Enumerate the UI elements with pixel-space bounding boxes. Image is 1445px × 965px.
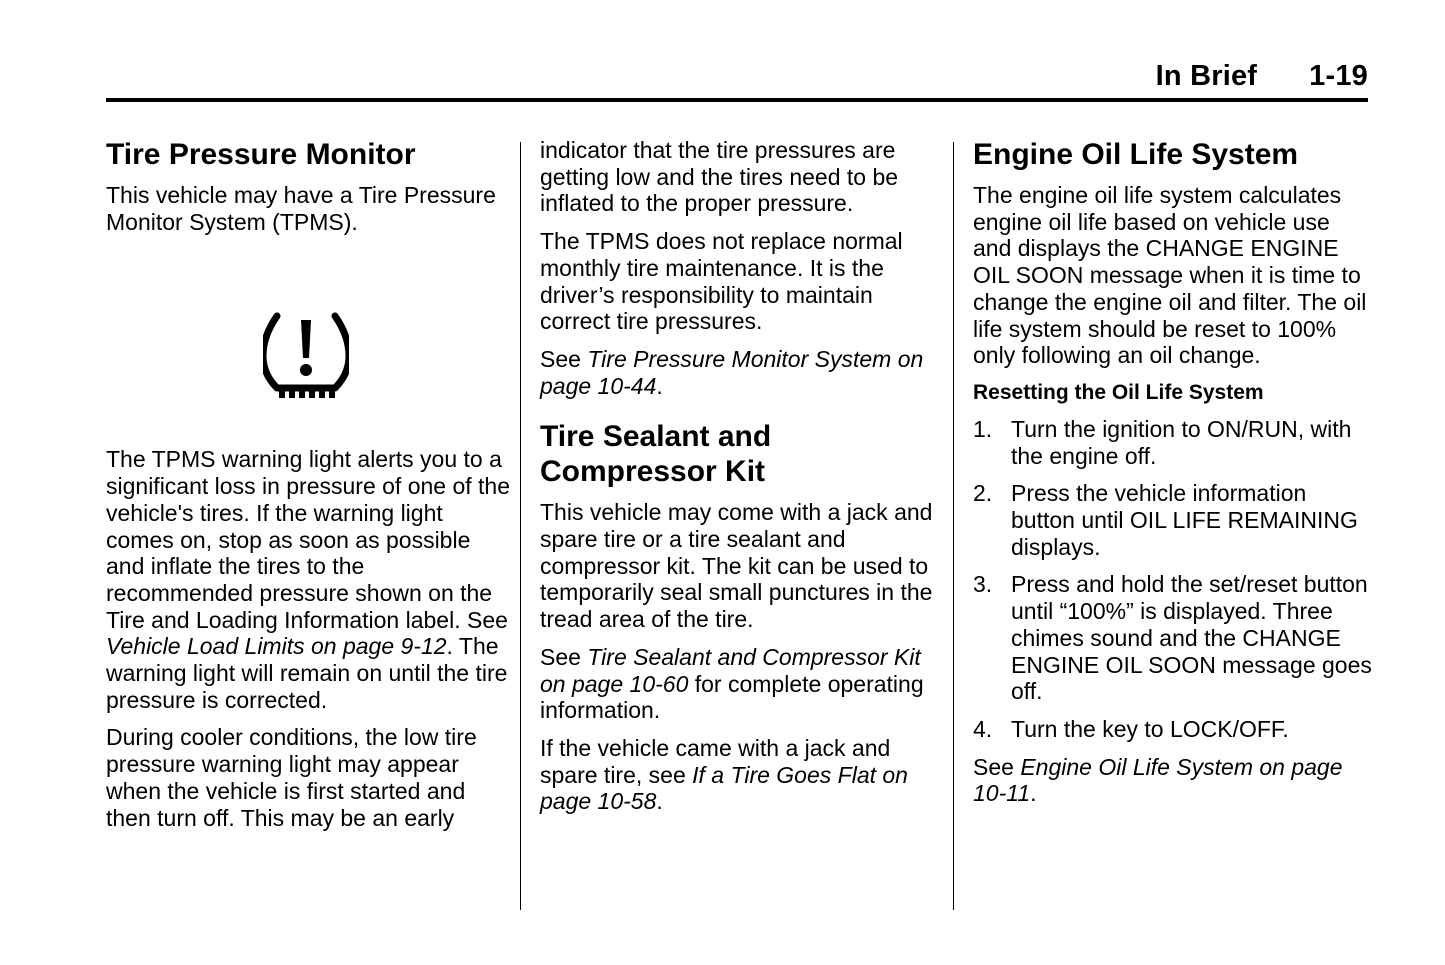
heading-line: Compressor Kit [540,455,766,489]
text-span: See [540,345,588,372]
text-span: for complete operating information. [540,670,924,724]
tpms-intro: This vehicle may have a Tire Pressure Monitor System (TPMS). [106,182,496,235]
sealant-see-also [540,644,940,724]
text-span: If the vehicle came with a jack and spare tire, see [540,734,891,788]
text-span: . [656,788,663,815]
oil-life-paragraph-1: The engine oil life system calculates engine oil life based on vehicle use and displays the CHANGE ENGINE OIL SOON message when it is time to change the engine oil and filter. The oil life system should be reset to 100% only following an oil change. [973,182,1367,369]
sealant-paragraph-3 [540,735,940,815]
column-3 [973,137,1373,818]
cross-reference-link[interactable]: Tire Pressure Monitor System on page 10-44 [540,345,924,399]
column-1 [106,137,511,842]
text-span: . The warning light will remain on until the tire pressure is corrected. [106,633,508,713]
step-number: 3. [973,571,993,598]
icon-area [106,246,511,446]
header-text [1156,60,1368,93]
tpms-paragraph-1 [106,446,511,713]
text-span: . [1030,780,1037,807]
tpms-paragraph-2: During cooler conditions, the low tire pressure warning light may appear when the vehicle is first started and then turn off. This may be an early [106,724,477,831]
heading-line: Tire Sealant and [540,420,772,454]
column-divider [520,142,521,910]
oil-life-see-also [973,754,1373,807]
text-span: The TPMS warning light alerts you to a significant loss in pressure of one of the vehicle's tires. If the warning light comes on, stop as soon as possible and inflate the tires to the recommended pressure shown on the Tire and Loading Information label. See [106,446,511,633]
list-item [973,571,1373,705]
tpms-paragraph-3: indicator that the tire pressures are getting low and the tires need to be inflated to the proper pressure. [540,137,899,217]
tpms-warning-icon [263,312,349,402]
tpms-see-also [540,346,940,399]
cross-reference-link[interactable]: Engine Oil Life System on page 10-11 [973,753,1343,807]
list-item [973,480,1373,560]
step-number: 4. [973,715,993,742]
step-text: Turn the key to LOCK/OFF. [1011,715,1289,742]
page-number: 1-19 [1309,60,1368,92]
cross-reference-link[interactable]: Vehicle Load Limits on page 9-12 [106,633,447,660]
cross-reference-link[interactable]: Tire Sealant and Compressor Kit on page 10-60 [540,643,921,697]
section-heading-sealant [540,419,940,489]
text-span: See [540,643,588,670]
page-header [106,58,1368,102]
step-text: Press and hold the set/reset button until “100%” is displayed. Three chimes sound and the CHANGE ENGINE OIL SOON message goes off. [1011,571,1372,705]
step-number: 2. [973,480,993,507]
tpms-paragraph-4: The TPMS does not replace normal monthly tire maintenance. It is the driver’s responsibility to maintain correct tire pressures. [540,228,903,335]
cross-reference-link[interactable]: If a Tire Goes Flat on page 10-58 [540,761,908,815]
reset-steps-list [973,416,1373,743]
sealant-paragraph-1: This vehicle may come with a jack and spare tire or a tire sealant and compressor kit. The kit can be used to temporarily seal small punctures in the tread area of the tire. [540,499,933,633]
section-title: In Brief [1155,60,1258,92]
section-heading-oil-life: Engine Oil Life System [973,138,1299,171]
list-item [973,716,1373,743]
section-heading-tpms: Tire Pressure Monitor [106,138,416,171]
text-span: . [656,372,663,399]
step-number: 1. [973,415,993,442]
column-divider [953,142,954,910]
step-text: Press the vehicle information button until OIL LIFE REMAINING displays. [1011,480,1358,560]
text-span: See [973,753,1021,780]
list-item [973,416,1373,469]
step-text: Turn the ignition to ON/RUN, with the engine off. [1011,415,1352,469]
column-2 [540,137,940,826]
subheading-reset: Resetting the Oil Life System [973,380,1264,404]
